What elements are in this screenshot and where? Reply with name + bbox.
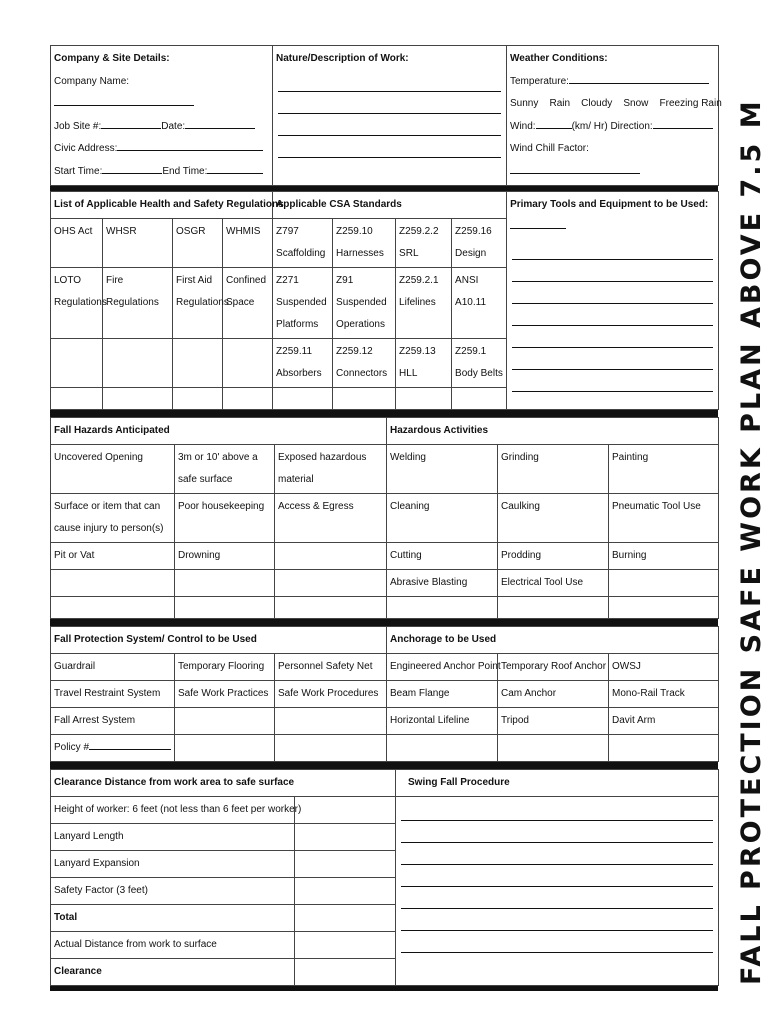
- anchor-blank-2[interactable]: [498, 735, 609, 762]
- hazard-pit-vat[interactable]: Pit or Vat: [51, 543, 175, 570]
- hazard-3m-above[interactable]: 3m or 10' above a safe surface: [175, 445, 275, 494]
- hazard-drowning[interactable]: Drowning: [175, 543, 275, 570]
- anchor-blank-3[interactable]: [609, 735, 719, 762]
- hazard-surface-item[interactable]: Surface or item that can cause injury to person(s): [51, 494, 175, 543]
- swing-fall-cell: [396, 797, 719, 986]
- hazard-poor-housekeeping[interactable]: Poor housekeeping: [175, 494, 275, 543]
- reg-osgr[interactable]: OSGR: [173, 219, 223, 268]
- anchor-cam[interactable]: Cam Anchor: [498, 681, 609, 708]
- activity-grinding[interactable]: Grinding: [498, 445, 609, 494]
- protection-header: Fall Protection System/ Control to be Used: [51, 627, 387, 654]
- reg-blank-8[interactable]: [223, 388, 273, 410]
- wind-direction-field[interactable]: [653, 116, 713, 129]
- activity-blank-3[interactable]: [498, 597, 609, 619]
- anchor-tripod[interactable]: Tripod: [498, 708, 609, 735]
- swing-line-3[interactable]: [401, 843, 713, 865]
- hazardous-activities-header: Hazardous Activities: [387, 418, 719, 445]
- weather-options[interactable]: Sunny Rain Cloudy Snow Freezing Rain: [510, 98, 722, 109]
- fall-protection-form: [50, 45, 722, 991]
- reg-blank-4[interactable]: [223, 339, 273, 388]
- csa-blank-2[interactable]: [333, 388, 396, 410]
- activity-prodding[interactable]: Prodding: [498, 543, 609, 570]
- activity-blank-2[interactable]: [387, 597, 498, 619]
- reg-confined-space[interactable]: Confined Space: [223, 268, 273, 339]
- clearance-safety-factor: Safety Factor (3 feet): [51, 878, 295, 905]
- protection-safety-net[interactable]: Personnel Safety Net: [275, 654, 387, 681]
- reg-blank-3[interactable]: [173, 339, 223, 388]
- anchor-engineered[interactable]: Engineered Anchor Point: [387, 654, 498, 681]
- protection-table: [50, 626, 719, 762]
- fall-hazards-header: Fall Hazards Anticipated: [51, 418, 387, 445]
- temperature-field[interactable]: [569, 71, 709, 84]
- reg-fire[interactable]: Fire Regulations: [103, 268, 173, 339]
- protection-blank-1[interactable]: [175, 708, 275, 735]
- page-title: FALL PROTECTION SAFE WORK PLAN ABOVE 7.5 M: [736, 98, 767, 985]
- clearance-final: Clearance: [51, 959, 295, 986]
- protection-blank-4[interactable]: [275, 735, 387, 762]
- separator: [50, 762, 718, 769]
- protection-travel-restraint[interactable]: Travel Restraint System: [51, 681, 175, 708]
- company-header: Company & Site Details:: [54, 53, 170, 64]
- tools-line-7[interactable]: [512, 370, 713, 392]
- wind-label: Wind:: [510, 120, 536, 132]
- tools-line-4[interactable]: [512, 304, 713, 326]
- clearance-header: Clearance Distance from work area to safe surface: [51, 770, 396, 797]
- tools-line-2[interactable]: [512, 260, 713, 282]
- anchor-blank-1[interactable]: [387, 735, 498, 762]
- policy-label: Policy #: [54, 742, 90, 753]
- reg-whsr[interactable]: WHSR: [103, 219, 173, 268]
- clearance-total: Total: [51, 905, 295, 932]
- tools-line-1[interactable]: [512, 238, 713, 260]
- activity-burning[interactable]: Burning: [609, 543, 719, 570]
- tools-line-6[interactable]: [512, 348, 713, 370]
- reg-loto[interactable]: LOTO Regulations: [51, 268, 103, 339]
- swing-line-2[interactable]: [401, 821, 713, 843]
- reg-blank-2[interactable]: [103, 339, 173, 388]
- policy-cell[interactable]: [51, 735, 175, 762]
- swing-line-5[interactable]: [401, 887, 713, 909]
- hazard-blank[interactable]: [275, 543, 387, 570]
- reg-blank-7[interactable]: [173, 388, 223, 410]
- regulations-table: [50, 191, 719, 410]
- separator: [50, 410, 718, 417]
- csa-blank-1[interactable]: [273, 388, 333, 410]
- nature-line-2[interactable]: [278, 92, 501, 114]
- protection-fall-arrest[interactable]: Fall Arrest System: [51, 708, 175, 735]
- hazard-uncovered-opening[interactable]: Uncovered Opening: [51, 445, 175, 494]
- wind-chill-label: Wind Chill Factor:: [510, 143, 589, 154]
- date-field[interactable]: [185, 116, 255, 129]
- temperature-label: Temperature:: [510, 75, 569, 87]
- activity-cutting[interactable]: Cutting: [387, 543, 498, 570]
- nature-line-1[interactable]: [278, 70, 501, 92]
- reg-whmis[interactable]: WHMIS: [223, 219, 273, 268]
- clearance-safety-factor-value[interactable]: [295, 878, 396, 905]
- clearance-lanyard-length-value[interactable]: [295, 824, 396, 851]
- job-site-field[interactable]: [101, 116, 161, 129]
- clearance-lanyard-length: Lanyard Length: [51, 824, 295, 851]
- csa-z271[interactable]: Z271 Suspended Platforms: [273, 268, 333, 339]
- csa-z259-1[interactable]: Z259.1 Body Belts: [452, 339, 507, 388]
- anchor-temp-roof[interactable]: Temporary Roof Anchor: [498, 654, 609, 681]
- activity-painting[interactable]: Painting: [609, 445, 719, 494]
- tools-field-0[interactable]: [510, 216, 566, 229]
- csa-blank-3[interactable]: [396, 388, 452, 410]
- date-label: Date:: [161, 120, 186, 132]
- clearance-total-value[interactable]: [295, 905, 396, 932]
- swing-line-6[interactable]: [401, 909, 713, 931]
- hazards-table: [50, 417, 719, 619]
- regulations-header: List of Applicable Health and Safety Regulations: [51, 192, 273, 219]
- anchorage-header: Anchorage to be Used: [387, 627, 719, 654]
- clearance-actual-distance: Actual Distance from work to surface: [51, 932, 295, 959]
- wind-direction-label: (km/ Hr) Direction:: [571, 120, 653, 132]
- nature-line-3[interactable]: [278, 114, 501, 136]
- activity-blank[interactable]: [609, 570, 719, 597]
- swing-line-4[interactable]: [401, 865, 713, 887]
- swing-line-1[interactable]: [401, 799, 713, 821]
- csa-header: Applicable CSA Standards: [273, 192, 507, 219]
- end-time-field[interactable]: [207, 161, 263, 174]
- civic-address-field[interactable]: [117, 138, 263, 151]
- csa-z259-2-2[interactable]: Z259.2.2 SRL: [396, 219, 452, 268]
- csa-z259-13[interactable]: Z259.13 HLL: [396, 339, 452, 388]
- swing-line-7[interactable]: [401, 931, 713, 953]
- anchor-owsj[interactable]: OWSJ: [609, 654, 719, 681]
- clearance-table: [50, 769, 719, 986]
- clearance-height-value[interactable]: [295, 797, 396, 824]
- hazard-access-egress[interactable]: Access & Egress: [275, 494, 387, 543]
- clearance-actual-distance-value[interactable]: [295, 932, 396, 959]
- protection-guardrail[interactable]: Guardrail: [51, 654, 175, 681]
- site-details-table: [50, 45, 722, 186]
- hazard-exposed-material[interactable]: Exposed hazardous material: [275, 445, 387, 494]
- nature-line-4[interactable]: [278, 136, 501, 158]
- tools-header: Primary Tools and Equipment to be Used:: [510, 199, 709, 210]
- csa-z259-11[interactable]: Z259.11 Absorbers: [273, 339, 333, 388]
- reg-blank-5[interactable]: [51, 388, 103, 410]
- csa-ansi-a10-11[interactable]: ANSI A10.11: [452, 268, 507, 339]
- anchor-beam-flange[interactable]: Beam Flange: [387, 681, 498, 708]
- hazard-blank-4[interactable]: [275, 570, 387, 597]
- csa-blank-4[interactable]: [452, 388, 507, 410]
- wind-field[interactable]: [536, 116, 572, 129]
- activity-electrical-tool[interactable]: Electrical Tool Use: [498, 570, 609, 597]
- clearance-lanyard-expansion: Lanyard Expansion: [51, 851, 295, 878]
- hazard-blank-7[interactable]: [275, 597, 387, 619]
- csa-z259-10[interactable]: Z259.10 Harnesses: [333, 219, 396, 268]
- tools-line-5[interactable]: [512, 326, 713, 348]
- nature-of-work: [273, 46, 507, 186]
- activity-caulking[interactable]: Caulking: [498, 494, 609, 543]
- activity-blank-4[interactable]: [609, 597, 719, 619]
- hazard-blank-3[interactable]: [175, 570, 275, 597]
- start-time-label: Start Time:: [54, 165, 103, 177]
- protection-safe-practices[interactable]: Safe Work Practices: [175, 681, 275, 708]
- activity-welding[interactable]: Welding: [387, 445, 498, 494]
- clearance-height-of-worker: Height of worker: 6 feet (not less than 6 feet per worker): [51, 797, 295, 824]
- csa-z259-16[interactable]: Z259.16 Design: [452, 219, 507, 268]
- hazard-blank-5[interactable]: [51, 597, 175, 619]
- reg-blank-6[interactable]: [103, 388, 173, 410]
- anchor-horizontal-lifeline[interactable]: Horizontal Lifeline: [387, 708, 498, 735]
- separator: [50, 986, 718, 991]
- csa-z91[interactable]: Z91 Suspended Operations: [333, 268, 396, 339]
- wind-chill-field[interactable]: [510, 161, 640, 174]
- job-site-label: Job Site #:: [54, 120, 102, 132]
- activity-cleaning[interactable]: Cleaning: [387, 494, 498, 543]
- tools-cell: [507, 192, 719, 410]
- protection-safe-procedures[interactable]: Safe Work Procedures: [275, 681, 387, 708]
- policy-field[interactable]: [89, 737, 171, 750]
- weather-conditions: [507, 46, 722, 186]
- company-name-label: Company Name:: [54, 75, 130, 87]
- csa-z797[interactable]: Z797 Scaffolding: [273, 219, 333, 268]
- nature-header: Nature/Description of Work:: [276, 53, 409, 64]
- csa-z259-12[interactable]: Z259.12 Connectors: [333, 339, 396, 388]
- hazard-blank-6[interactable]: [175, 597, 275, 619]
- hazard-blank-2[interactable]: [51, 570, 175, 597]
- company-site-details: [51, 46, 273, 186]
- protection-temp-flooring[interactable]: Temporary Flooring: [175, 654, 275, 681]
- civic-address-label: Civic Address:: [54, 143, 118, 154]
- company-name-field[interactable]: [54, 93, 194, 106]
- clearance-lanyard-expansion-value[interactable]: [295, 851, 396, 878]
- separator: [50, 619, 718, 626]
- protection-blank-3[interactable]: [175, 735, 275, 762]
- weather-header: Weather Conditions:: [510, 53, 608, 64]
- protection-blank-2[interactable]: [275, 708, 387, 735]
- start-time-field[interactable]: [102, 161, 162, 174]
- clearance-final-value[interactable]: [295, 959, 396, 986]
- end-time-label: End Time:: [162, 165, 208, 177]
- tools-line-3[interactable]: [512, 282, 713, 304]
- activity-pneumatic-tool[interactable]: Pneumatic Tool Use: [609, 494, 719, 543]
- reg-blank-1[interactable]: [51, 339, 103, 388]
- activity-abrasive-blasting[interactable]: Abrasive Blasting: [387, 570, 498, 597]
- swing-fall-header: Swing Fall Procedure: [396, 770, 719, 797]
- anchor-mono-rail[interactable]: Mono-Rail Track: [609, 681, 719, 708]
- csa-z259-2-1[interactable]: Z259.2.1 Lifelines: [396, 268, 452, 339]
- reg-ohs-act[interactable]: OHS Act: [51, 219, 103, 268]
- reg-first-aid[interactable]: First Aid Regulations: [173, 268, 223, 339]
- anchor-davit-arm[interactable]: Davit Arm: [609, 708, 719, 735]
